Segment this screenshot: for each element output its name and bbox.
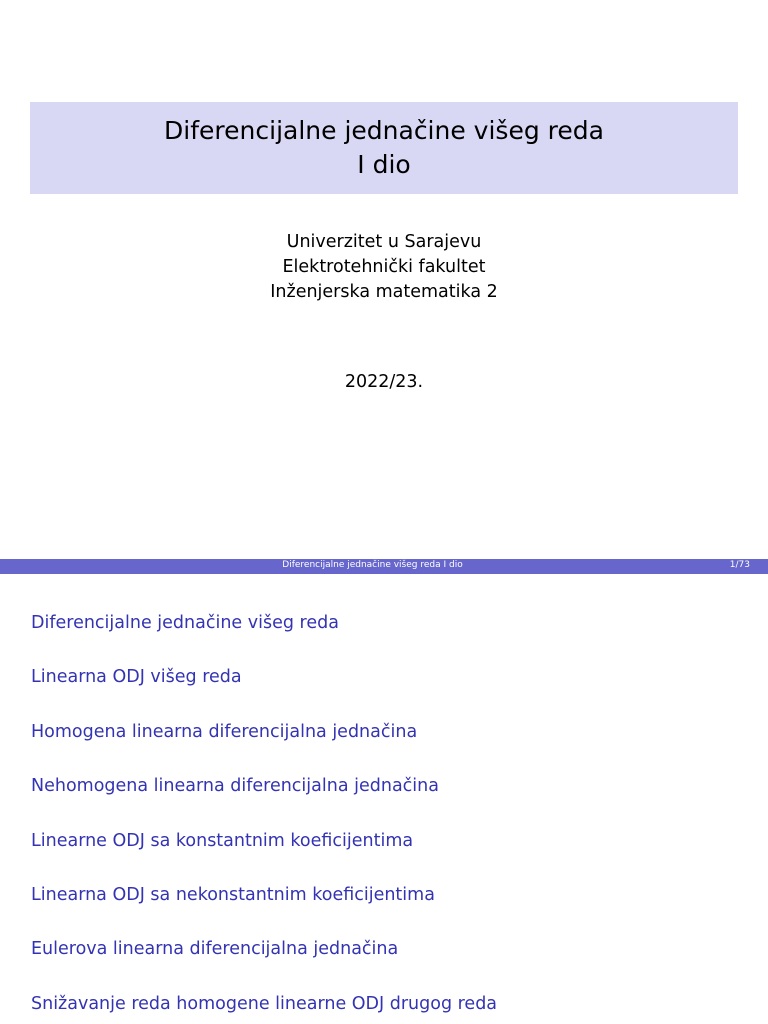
title-box bbox=[30, 102, 738, 194]
faculty-name: Elektrotehnički fakultet bbox=[282, 257, 486, 277]
toc-link-nehomogena[interactable]: Nehomogena linearna diferencijalna jednačina bbox=[31, 776, 439, 797]
academic-year: 2022/23. bbox=[344, 372, 424, 392]
toc-link-linearna-odj[interactable]: Linearna ODJ višeg reda bbox=[31, 667, 242, 688]
university-name: Univerzitet u Sarajevu bbox=[286, 232, 482, 252]
page-number: 1/73 bbox=[729, 560, 750, 570]
course-name: Inženjerska matematika 2 bbox=[270, 282, 498, 302]
presentation-title: Diferencijalne jednačine višeg reda bbox=[164, 116, 604, 145]
footer-title: Diferencijalne jednačine višeg reda I dio bbox=[282, 560, 463, 570]
presentation-subtitle: I dio bbox=[357, 150, 411, 179]
toc-link-snizavanje-reda[interactable]: Snižavanje reda homogene linearne ODJ drugog reda bbox=[31, 993, 498, 1014]
toc-link-eulerova[interactable]: Eulerova linearna diferencijalna jednačina bbox=[31, 939, 399, 960]
toc-link-konstantni-koeficijenti[interactable]: Linearne ODJ sa konstantnim koeficijentima bbox=[31, 830, 414, 851]
slide-footer bbox=[0, 559, 768, 574]
table-of-contents bbox=[31, 609, 497, 1024]
affiliation-block bbox=[0, 230, 768, 305]
toc-link-diferencijalne-jednacine[interactable]: Diferencijalne jednačine višeg reda bbox=[31, 613, 339, 633]
toc-link-homogena[interactable]: Homogena linearna diferencijalna jednačina bbox=[31, 721, 418, 742]
toc-link-nekonstantni-koeficijenti[interactable]: Linearna ODJ sa nekonstantnim koeficijentima bbox=[31, 884, 435, 905]
